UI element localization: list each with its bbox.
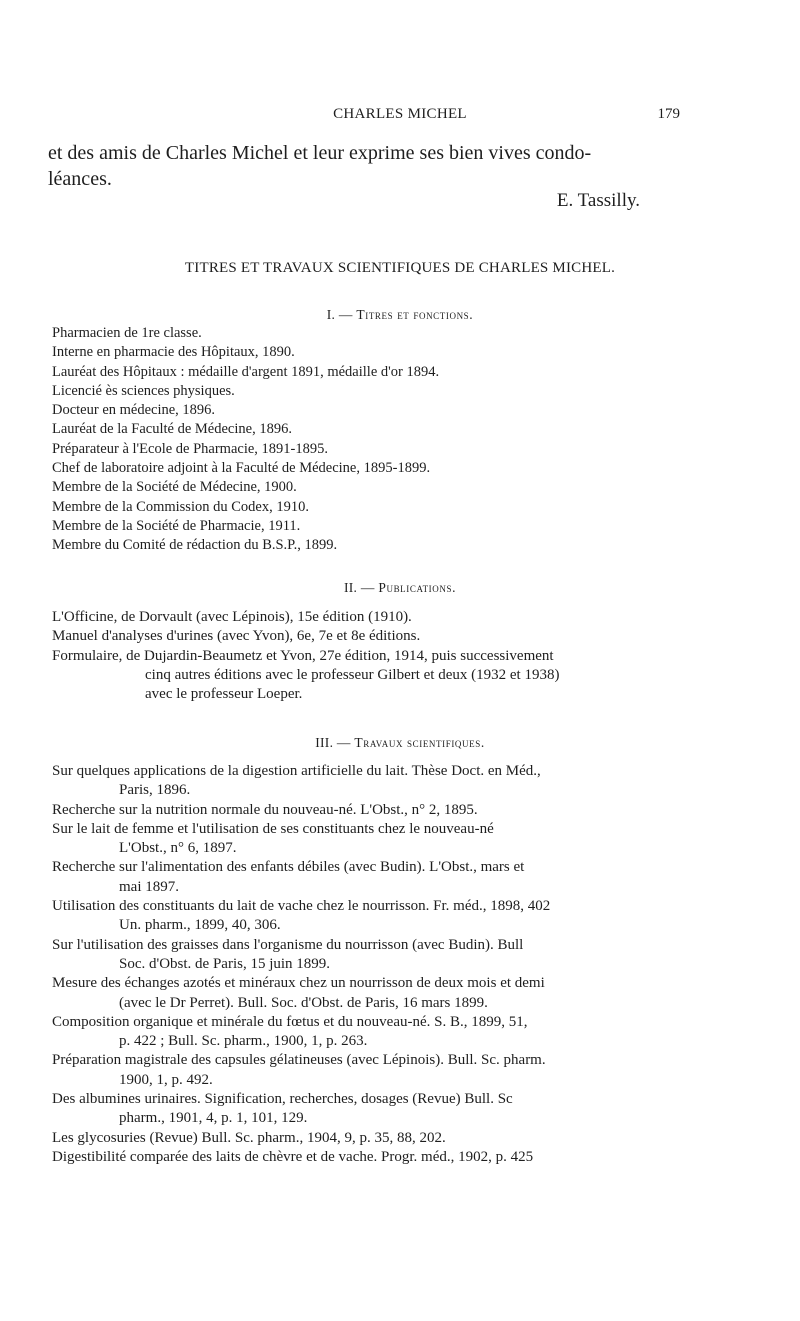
section-heading-publications [0, 580, 800, 596]
main-title: TITRES ET TRAVAUX SCIENTIFIQUES DE CHARLES MICHEL. [184, 260, 616, 276]
list-item: Membre de la Commission du Codex, 1910. [52, 498, 309, 515]
intro-line-2: léances. [48, 168, 112, 190]
titles-list [52, 324, 696, 556]
section-heading-titres [0, 307, 800, 323]
work-reference: Mesure des échanges azotés et minéraux chez un nourrisson de deux mois et demi [52, 975, 545, 992]
work-reference: Sur l'utilisation des graisses dans l'organisme du nourrisson (avec Budin). Bull [52, 936, 524, 953]
work-reference: Des albumines urinaires. Signification, recherches, dosages (Revue) Bull. Sc [52, 1091, 513, 1108]
work-reference: Sur quelques applications de la digestion artificielle du lait. Thèse Doct. en Méd., [52, 763, 541, 779]
list-item: Membre du Comité de rédaction du B.S.P., 1899. [52, 537, 338, 554]
list-item: Membre de la Société de Médecine, 1900. [52, 479, 297, 496]
work-reference: Les glycosuries (Revue) Bull. Sc. pharm., 1904, 9, p. 35, 88, 202. [52, 1129, 446, 1146]
work-reference-continued: Soc. d'Obst. de Paris, 15 juin 1899. [119, 955, 331, 972]
section-number: II. — [343, 580, 375, 595]
section-number: III. — [315, 735, 351, 750]
work-reference-continued: 1900, 1, p. 492. [119, 1071, 213, 1088]
work-reference-continued: mai 1897. [119, 878, 179, 895]
publication-entry-continued: cinq autres éditions avec le professeur Gilbert et deux (1932 et 1938) [145, 666, 560, 683]
section-title: Titres et fonctions. [356, 307, 474, 322]
publications-list [52, 608, 696, 704]
list-item: Lauréat des Hôpitaux : médaille d'argent 1891, médaille d'or 1894. [52, 363, 440, 380]
work-reference-continued: Paris, 1896. [119, 782, 191, 799]
work-reference-continued: p. 422 ; Bull. Sc. pharm., 1900, 1, p. 263. [119, 1033, 368, 1050]
publication-entry-continued: avec le professeur Loeper. [145, 686, 303, 703]
publication-entry: Formulaire, de Dujardin-Beaumetz et Yvon, 27e édition, 1914, puis successivement [52, 647, 554, 664]
work-reference: Recherche sur la nutrition normale du nouveau-né. L'Obst., n° 2, 1895. [52, 801, 478, 818]
section-heading-travaux [0, 735, 800, 751]
work-reference-continued: L'Obst., n° 6, 1897. [119, 840, 237, 857]
list-item: Docteur en médecine, 1896. [52, 402, 216, 419]
section-number: I. — [326, 307, 353, 322]
work-reference: Recherche sur l'alimentation des enfants débiles (avec Budin). L'Obst., mars et [52, 859, 525, 876]
work-reference-continued: pharm., 1901, 4, p. 1, 101, 129. [119, 1110, 308, 1127]
list-item: Pharmacien de 1re classe. [52, 325, 202, 341]
running-title: CHARLES MICHEL [333, 106, 467, 122]
running-head [0, 106, 800, 126]
signature: E. Tassilly. [556, 190, 640, 211]
list-item: Chef de laboratoire adjoint à la Faculté de Médecine, 1895-1899. [52, 460, 431, 477]
work-reference: Sur le lait de femme et l'utilisation de ses constituants chez le nouveau-né [52, 820, 494, 837]
intro-paragraph [48, 140, 694, 192]
list-item: Membre de la Société de Pharmacie, 1911. [52, 517, 301, 534]
section-title: Publications. [378, 580, 457, 595]
page-number: 179 [657, 106, 680, 122]
section-title: Travaux scientifiques. [354, 735, 485, 750]
work-reference: Utilisation des constituants du lait de vache chez le nourrisson. Fr. méd., 1898, 402 [52, 898, 551, 915]
list-item: Licencié ès sciences physiques. [52, 382, 235, 399]
work-reference: Préparation magistrale des capsules gélatineuses (avec Lépinois). Bull. Sc. pharm. [52, 1052, 546, 1069]
work-reference: Composition organique et minérale du fœtus et du nouveau-né. S. B., 1899, 51, [52, 1013, 528, 1030]
works-list [52, 762, 696, 1167]
work-reference-continued: (avec le Dr Perret). Bull. Soc. d'Obst. de Paris, 16 mars 1899. [119, 994, 488, 1011]
work-reference: Digestibilité comparée des laits de chèvre et de vache. Progr. méd., 1902, p. 425 [52, 1148, 534, 1165]
list-item: Lauréat de la Faculté de Médecine, 1896. [52, 421, 292, 438]
publication-entry: L'Officine, de Dorvault (avec Lépinois), 15e édition (1910). [52, 609, 412, 625]
publication-entry: Manuel d'analyses d'urines (avec Yvon), 6e, 7e et 8e éditions. [52, 628, 421, 645]
list-item: Interne en pharmacie des Hôpitaux, 1890. [52, 344, 295, 361]
intro-line-1: et des amis de Charles Michel et leur exprime ses bien vives condo- [48, 142, 592, 164]
list-item: Préparateur à l'Ecole de Pharmacie, 1891-1895. [52, 440, 328, 457]
work-reference-continued: Un. pharm., 1899, 40, 306. [119, 917, 281, 934]
